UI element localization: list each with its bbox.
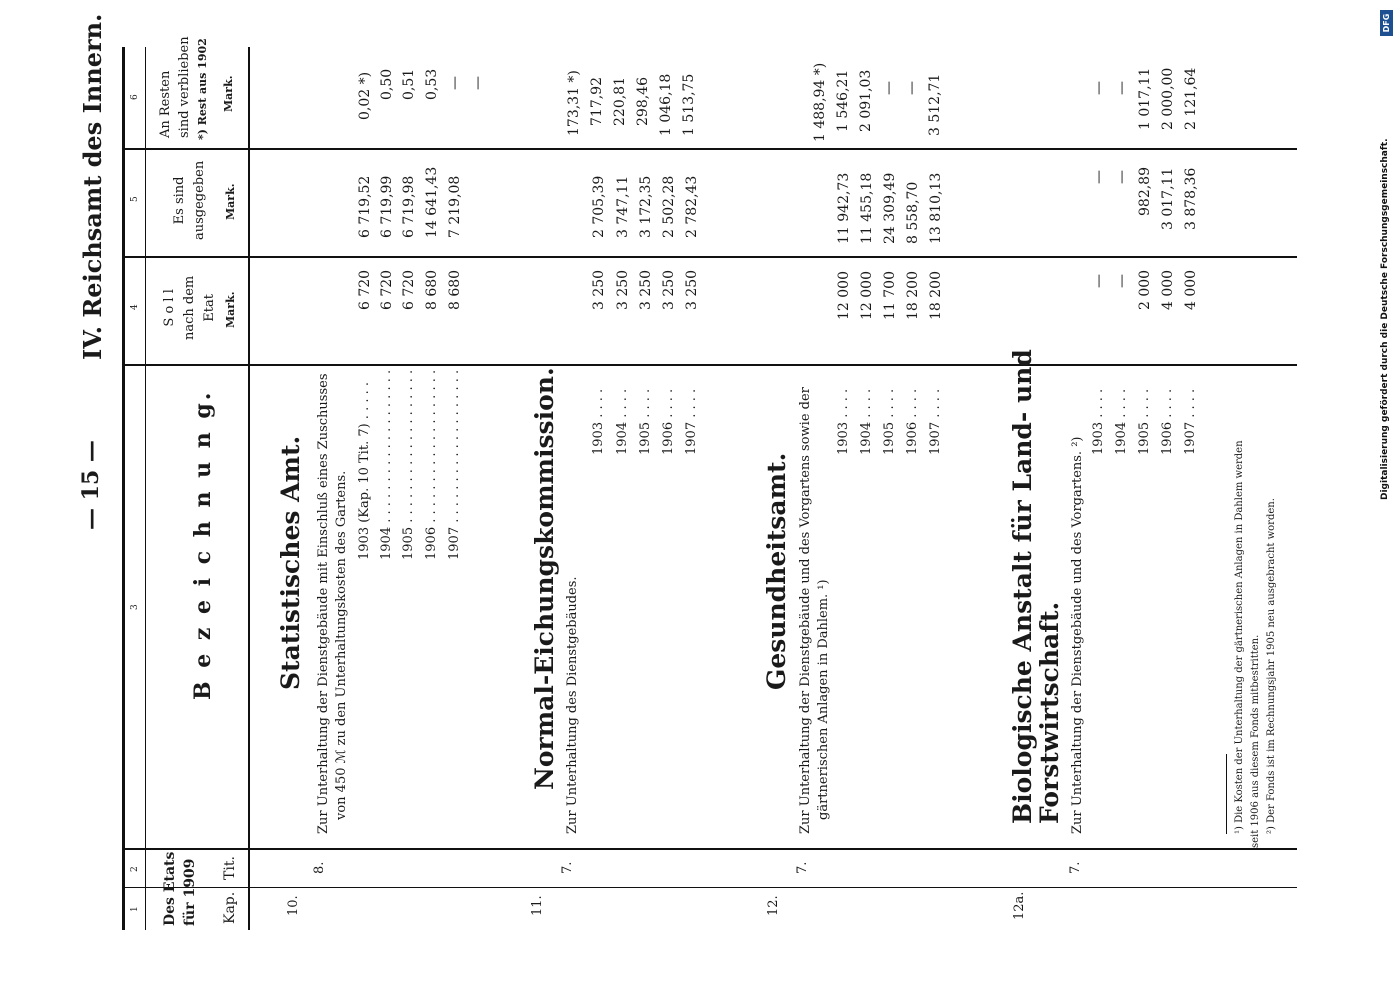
section-title-12a-line2: Forstwirtschaft. bbox=[1035, 601, 1064, 824]
row-10-ausg-3: 14 641,43 bbox=[424, 166, 440, 238]
col-divider-3 bbox=[122, 256, 1297, 258]
col-num-2: 2 bbox=[130, 866, 140, 872]
column-number-rule bbox=[145, 47, 146, 930]
header-ausgegeben-unit: Mark. bbox=[224, 183, 237, 220]
kap-12a: 12a. bbox=[1012, 891, 1027, 920]
row-11-soll-1: 3 250 bbox=[615, 269, 631, 310]
row-12a-soll-1: — bbox=[1114, 274, 1130, 288]
header-bottom-rule bbox=[248, 47, 250, 930]
row-10-rest-1: 0,50 bbox=[379, 68, 395, 100]
row-10-ausg-1: 6 719,99 bbox=[379, 175, 395, 238]
section-text-12a: Zur Unterhaltung der Dienstgebäude und des Vorgartens sowie der bbox=[798, 387, 813, 834]
section-text-10a: Zur Unterhaltung der Dienstgebäude mit Einschluß eines Zuschusses bbox=[316, 373, 331, 834]
row-10-year-3: 1906 . . . . . . . . . . . . . . . . . . . bbox=[424, 369, 439, 560]
tit-11: 7. bbox=[560, 861, 575, 874]
tit-12: 7. bbox=[795, 861, 810, 874]
row-12-year-0: 1903 . . . . bbox=[836, 388, 851, 455]
row-11-ausg-4: 2 782,43 bbox=[684, 175, 700, 238]
row-10-rest-4: — bbox=[447, 76, 463, 90]
section-title-11: Normal-Eichungskommission. bbox=[530, 367, 559, 790]
row-10-rest-3: 0,53 bbox=[424, 68, 440, 100]
row-11-rest-3: 298,46 bbox=[635, 77, 651, 126]
col-num-6: 6 bbox=[130, 94, 140, 100]
dfg-logo: DFG bbox=[1380, 10, 1393, 36]
row-12-ausg-3: 8 558,70 bbox=[905, 181, 921, 244]
row-12-rest-3: — bbox=[881, 81, 897, 95]
header-resten-unit: Mark. bbox=[222, 75, 235, 112]
row-10-year-0: 1903 (Kap. 10 Tit. 7) . . . . . bbox=[357, 382, 372, 560]
row-10-soll-3: 8 680 bbox=[424, 269, 440, 310]
row-12-rest-4: — bbox=[904, 81, 920, 95]
page-number: — 15 — bbox=[78, 440, 104, 530]
col-divider-4 bbox=[122, 148, 1297, 150]
row-11-rest-0: 173,31 *) bbox=[566, 70, 582, 136]
header-resten: An Resten sind verblieben bbox=[158, 36, 192, 138]
section-title-12a: Biologische Anstalt für Land- und bbox=[1008, 349, 1037, 824]
row-12-year-2: 1905 . . . . bbox=[882, 388, 897, 455]
row-12-soll-2: 11 700 bbox=[882, 271, 898, 320]
tit-10: 8. bbox=[312, 861, 327, 874]
row-12a-ausg-3: 3 017,11 bbox=[1160, 167, 1176, 230]
row-11-rest-4: 1 046,18 bbox=[658, 73, 674, 136]
row-12a-year-2: 1905 . . . . bbox=[1137, 388, 1152, 455]
row-12-year-4: 1907 . . . . bbox=[928, 388, 943, 455]
section-text-12b: gärtnerischen Anlagen in Dahlem. ¹) bbox=[816, 579, 831, 820]
row-12a-rest-3: 2 000,00 bbox=[1160, 67, 1176, 130]
row-12a-ausg-0: — bbox=[1091, 170, 1107, 184]
row-11-ausg-3: 2 502,28 bbox=[661, 175, 677, 238]
kap-11: 11. bbox=[530, 895, 545, 916]
col-divider-2 bbox=[122, 364, 1297, 366]
row-12a-soll-2: 2 000 bbox=[1137, 269, 1153, 310]
row-10-ausg-2: 6 719,98 bbox=[401, 175, 417, 238]
row-12-rest-extra: 3 512,71 bbox=[927, 73, 943, 136]
row-12a-ausg-4: 3 878,36 bbox=[1183, 167, 1199, 230]
col-divider-kap bbox=[122, 887, 1297, 888]
header-bezeichnung: B e z e i c h n u n g. bbox=[190, 389, 216, 700]
section-title: IV. Reichsamt des Innern. bbox=[78, 13, 107, 360]
section-text-12a: Zur Unterhaltung der Dienstgebäude und des Vorgartens. ²) bbox=[1070, 436, 1085, 834]
row-10-ausg-0: 6 719,52 bbox=[357, 175, 373, 238]
row-10-rest-0: 0,02 *) bbox=[357, 71, 373, 120]
row-12-ausg-2: 24 309,49 bbox=[882, 172, 898, 244]
row-12-rest-0: 1 488,94 *) bbox=[812, 62, 828, 142]
row-11-year-1: 1904 . . . . bbox=[615, 388, 630, 455]
section-title-10: Statistisches Amt. bbox=[276, 435, 305, 690]
row-12a-year-0: 1903 . . . . bbox=[1091, 388, 1106, 455]
header-ausgegeben: Es sind ausgegeben bbox=[172, 160, 207, 240]
col-num-4: 4 bbox=[130, 304, 140, 310]
row-11-year-0: 1903 . . . . bbox=[591, 388, 606, 455]
row-10-year-2: 1905 . . . . . . . . . . . . . . . . . . . bbox=[401, 369, 416, 560]
row-11-soll-4: 3 250 bbox=[684, 269, 700, 310]
row-12-ausg-1: 11 455,18 bbox=[859, 172, 875, 244]
col-divider-1 bbox=[122, 848, 1297, 850]
row-12a-rest-2: 1 017,11 bbox=[1137, 67, 1153, 130]
row-12-rest-1: 1 546,21 bbox=[835, 69, 851, 132]
kap-12: 12. bbox=[766, 895, 781, 916]
row-10-soll-0: 6 720 bbox=[357, 269, 373, 310]
row-12-soll-1: 12 000 bbox=[859, 271, 875, 320]
col-num-1: 1 bbox=[130, 906, 140, 912]
row-11-year-4: 1907 . . . . bbox=[684, 388, 699, 455]
header-kap: Kap. bbox=[222, 891, 238, 924]
section-title-12: Gesundheitsamt. bbox=[762, 452, 791, 690]
tit-12a: 7. bbox=[1068, 861, 1083, 874]
kap-10: 10. bbox=[286, 895, 301, 916]
row-12a-soll-0: — bbox=[1091, 274, 1107, 288]
row-10-soll-4: 8 680 bbox=[447, 269, 463, 310]
header-soll: S o l l nach dem Etat bbox=[162, 275, 217, 340]
footnote-1: ¹) Die Kosten der Unterhaltung der gärtnerischen Anlagen in Dahlem werden bbox=[1234, 440, 1245, 834]
footnote-rule bbox=[1226, 754, 1227, 834]
row-10-year-4: 1907 . . . . . . . . . . . . . . . . . . . bbox=[447, 369, 462, 560]
row-12a-soll-4: 4 000 bbox=[1183, 269, 1199, 310]
row-12a-year-4: 1907 . . . . bbox=[1183, 388, 1198, 455]
row-11-ausg-2: 3 172,35 bbox=[638, 175, 654, 238]
row-10-soll-1: 6 720 bbox=[379, 269, 395, 310]
header-tit: Tit. bbox=[222, 856, 238, 880]
row-11-rest-2: 220,81 bbox=[612, 77, 628, 126]
section-text-10b: von 450 ℳ zu den Unterhaltungskosten des Gartens. bbox=[334, 470, 349, 820]
row-12-rest-2: 2 091,03 bbox=[858, 69, 874, 132]
header-etats: Des Etats für 1909 bbox=[162, 851, 198, 926]
row-12a-ausg-2: 982,89 bbox=[1137, 167, 1153, 216]
footnote-1b: seit 1906 aus diesem Fonds mitbestritten. bbox=[1250, 634, 1261, 848]
row-12-soll-4: 18 200 bbox=[928, 271, 944, 320]
row-12a-year-1: 1904 . . . . bbox=[1114, 388, 1129, 455]
row-11-soll-3: 3 250 bbox=[661, 269, 677, 310]
row-11-rest-1: 717,92 bbox=[589, 77, 605, 126]
row-10-rest-extra: — bbox=[470, 76, 486, 90]
row-11-soll-2: 3 250 bbox=[638, 269, 654, 310]
row-12a-ausg-1: — bbox=[1114, 170, 1130, 184]
header-soll-unit: Mark. bbox=[224, 291, 237, 328]
row-12a-soll-3: 4 000 bbox=[1160, 269, 1176, 310]
row-12-soll-0: 12 000 bbox=[836, 271, 852, 320]
row-11-ausg-1: 3 747,11 bbox=[615, 175, 631, 238]
row-12-ausg-0: 11 942,73 bbox=[836, 172, 852, 244]
col-num-5: 5 bbox=[130, 196, 140, 202]
row-10-soll-2: 6 720 bbox=[401, 269, 417, 310]
row-10-ausg-4: 7 219,08 bbox=[447, 175, 463, 238]
row-11-year-3: 1906 . . . . bbox=[661, 388, 676, 455]
row-12-soll-3: 18 200 bbox=[905, 271, 921, 320]
row-12-year-1: 1904 . . . . bbox=[859, 388, 874, 455]
header-resten-note: *) Rest aus 1902 bbox=[196, 38, 209, 140]
dfg-watermark-text: Digitalisierung gefördert durch die Deutsche Forschungsgemeinschaft. bbox=[1380, 138, 1390, 500]
table-top-rule bbox=[122, 47, 125, 930]
row-12a-year-3: 1906 . . . . bbox=[1160, 388, 1175, 455]
row-12a-rest-4: 2 121,64 bbox=[1183, 67, 1199, 130]
dfg-watermark bbox=[1380, 10, 1394, 500]
row-12-ausg-4: 13 810,13 bbox=[928, 172, 944, 244]
row-11-ausg-0: 2 705,39 bbox=[591, 175, 607, 238]
section-text-11: Zur Unterhaltung des Dienstgebäudes. bbox=[565, 576, 580, 834]
row-12-year-3: 1906 . . . . bbox=[905, 388, 920, 455]
row-12a-rest-0: — bbox=[1091, 81, 1107, 95]
row-11-rest-extra: 1 513,75 bbox=[681, 73, 697, 136]
col-num-3: 3 bbox=[130, 604, 140, 610]
row-12a-rest-1: — bbox=[1114, 81, 1130, 95]
row-11-year-2: 1905 . . . . bbox=[638, 388, 653, 455]
row-11-soll-0: 3 250 bbox=[591, 269, 607, 310]
row-10-year-1: 1904 . . . . . . . . . . . . . . . . . . . bbox=[379, 369, 394, 560]
row-10-rest-2: 0,51 bbox=[401, 68, 417, 100]
footnote-2: ²) Der Fonds ist im Rechnungsjahr 1905 neu ausgebracht worden. bbox=[1266, 498, 1277, 834]
